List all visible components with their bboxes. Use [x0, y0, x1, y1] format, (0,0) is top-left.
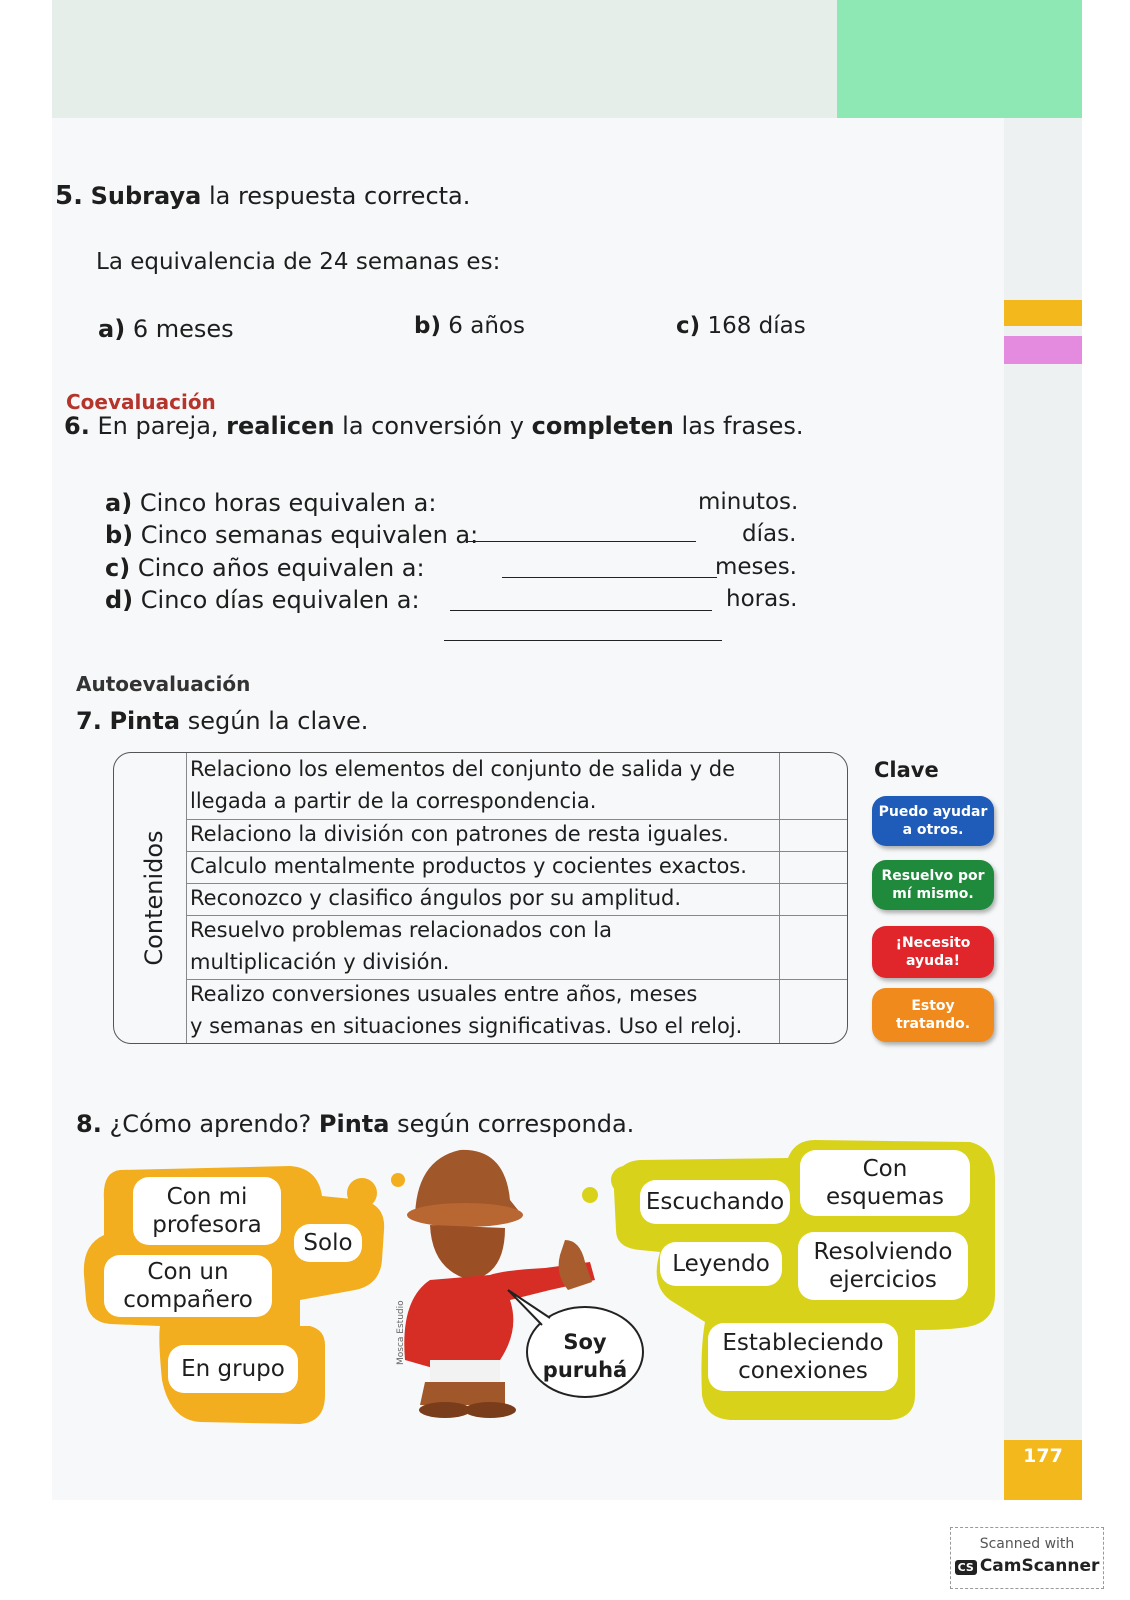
speech-text: Soy puruhá [542, 1330, 628, 1382]
scanner-caption: Scanned with [979, 1536, 1075, 1552]
key-trying: Estoy tratando. [872, 988, 994, 1042]
key-need-help: ¡Necesito ayuda! [872, 926, 994, 978]
exercise-5-question: La equivalencia de 24 semanas es: [96, 249, 501, 275]
option-c[interactable]: c) 168 días [676, 313, 806, 339]
option-a[interactable]: a) 6 meses [98, 315, 234, 343]
exercise-6-title: 6. En pareja, realicen la conversión y completen las frases. [64, 412, 804, 440]
table-row: Resuelvo problemas relacionados con la multiplicación y división. [190, 918, 612, 974]
instruction-verb: Subraya [90, 182, 202, 210]
bubble-solo[interactable]: Solo [294, 1224, 362, 1262]
instruction-text: la respuesta correcta. [208, 182, 471, 210]
bubble-estableciendo-conexiones[interactable]: Estableciendo conexiones [708, 1323, 898, 1391]
bubble-con-esquemas[interactable]: Con esquemas [800, 1150, 970, 1216]
key-title: Clave [874, 758, 939, 782]
bubble-resolviendo-ejercicios[interactable]: Resolviendo ejercicios [798, 1232, 968, 1300]
bubble-en-grupo[interactable]: En grupo [168, 1345, 298, 1393]
table-row: Reconozco y clasifico ángulos por su amplitud. [190, 886, 682, 910]
coevaluation-heading: Coevaluación [66, 390, 216, 414]
key-by-myself: Resuelvo por mí mismo. [872, 860, 994, 910]
scanner-brand: CS CamScanner [951, 1556, 1103, 1576]
item-d: d) Cinco días equivalen a: [105, 586, 420, 614]
bubble-leyendo[interactable]: Leyendo [660, 1242, 782, 1286]
contents-side-label: Contenidos [140, 830, 168, 966]
key-can-help: Puedo ayudar a otros. [872, 796, 994, 846]
table-row: Relaciono la división con patrones de resta iguales. [190, 822, 729, 846]
unit-b: días. [742, 521, 797, 547]
table-row: Relaciono los elementos del conjunto de salida y de llegada a partir de la correspondencia. [190, 757, 735, 813]
bubble-con-un-companero[interactable]: Con un compañero [104, 1255, 272, 1317]
bubble-con-mi-profesora[interactable]: Con mi profesora [133, 1177, 281, 1245]
illustration-credit: Mosca Estudio [396, 1300, 406, 1365]
exercise-8-title: 8. ¿Cómo aprendo? Pinta según corresponda. [76, 1110, 635, 1138]
item-c: c) Cinco años equivalen a: [105, 554, 425, 582]
autoevaluation-heading: Autoevaluación [76, 672, 251, 696]
exercise-7-title: 7. Pinta según la clave. [76, 707, 369, 735]
item-a: a) Cinco horas equivalen a: [105, 489, 437, 517]
exercise-number: 5. [55, 181, 83, 211]
unit-d: horas. [726, 586, 798, 612]
option-b[interactable]: b) 6 años [414, 313, 525, 339]
unit-a: minutos. [698, 489, 799, 515]
cs-logo-icon: CS [955, 1560, 977, 1575]
table-row: Realizo conversiones usuales entre años, meses y semanas en situaciones significativas. Uso el reloj. [190, 982, 743, 1038]
page-number: 177 [1004, 1440, 1082, 1500]
item-b: b) Cinco semanas equivalen a: [105, 521, 479, 549]
scanner-watermark [950, 1527, 1104, 1589]
unit-c: meses. [715, 554, 797, 580]
bubble-escuchando[interactable]: Escuchando [640, 1180, 790, 1224]
table-row: Calculo mentalmente productos y cocientes exactos. [190, 854, 747, 878]
